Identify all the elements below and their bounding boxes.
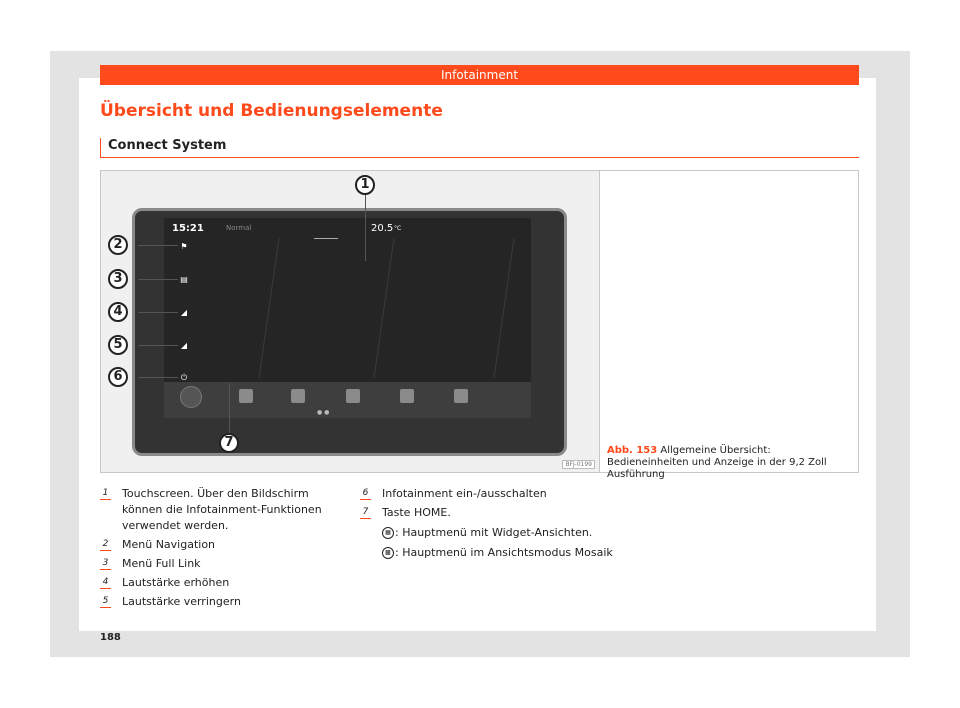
drive-mode-label: Normal [226,224,252,232]
flag-icon: ⚑ [180,242,188,251]
callout-3: 3 [108,269,128,289]
home-mode-mosaic [382,545,620,561]
legend-number: 7 [360,507,371,519]
legend-item [100,537,350,553]
settings-icon [239,389,253,403]
widget-icon: ▦ [382,527,394,539]
touchscreen [164,218,531,418]
legend-number: 2 [100,539,111,551]
page-indicator: ● ● [317,409,330,416]
page-number: 188 [100,632,121,643]
legend-text: Taste HOME. [382,506,451,519]
legend-number: 1 [100,488,111,500]
callout-7: 7 [219,433,239,453]
volume-down-icon: ◢ [180,341,188,350]
fulllink-side-icon: ▤ [180,275,188,284]
legend-left [100,486,350,613]
callout-6: 6 [108,367,128,387]
legend-item [360,486,620,502]
home-mode-text: : Hauptmenü mit Widget-Ansichten. [395,526,593,539]
mosaic-icon: ▩ [382,547,394,559]
section-header: Infotainment [100,65,859,85]
home-mode-widget [382,525,620,541]
home-mode-text: : Hauptmenü im Ansichtsmodus Mosaik [395,546,613,559]
figure-divider [599,171,600,472]
phone-icon [400,389,414,403]
temperature: 20.5 [371,223,394,234]
callout-line-5 [138,345,178,346]
callout-line-7 [229,383,230,433]
legend-text: Lautstärke verringern [122,595,241,608]
legend-text: Touchscreen. Über den Bildschirm können die Infotainment-Funktionen verwendet werden. [122,487,322,532]
callout-1: 1 [355,175,375,195]
legend-number: 5 [100,596,111,608]
callout-2: 2 [108,235,128,255]
clock: 15:21 [172,223,204,234]
temperature-unit: °C [394,225,402,232]
figure-code: BFJ-0199 [562,460,595,469]
callout-4: 4 [108,302,128,322]
legend-number: 3 [100,558,111,570]
infotainment-figure [101,171,599,472]
app-dock [164,382,531,418]
car-icon [291,389,305,403]
callout-line-3 [138,279,178,280]
legend-number: 6 [360,488,371,500]
fulllink-icon [454,389,468,403]
home-icon [180,386,202,408]
subsection-title: Connect System [100,138,859,158]
panel-dividers [164,238,531,402]
legend-right [360,486,620,564]
status-bar [164,218,531,238]
legend-text: Menü Full Link [122,557,201,570]
legend-item [100,594,350,610]
play-icon [346,389,360,403]
power-icon: ⏻ [180,373,188,382]
figure-caption [607,445,855,481]
legend-text: Infotainment ein-/ausschalten [382,487,547,500]
caption-number: Abb. 153 [607,445,658,456]
legend-text: Menü Navigation [122,538,216,551]
callout-5: 5 [108,335,128,355]
callout-line-1 [365,193,366,261]
legend-number: 4 [100,577,111,589]
legend-text: Lautstärke erhöhen [122,576,230,589]
caption-text: Allgemeine Übersicht: Bedieneinheiten und Anzeige in der 9,2 Zoll Ausführung [607,445,827,480]
legend-item [360,505,620,561]
page-title: Übersicht und Bedienungselemente [100,101,443,121]
legend-item [100,575,350,591]
volume-up-icon: ◢ [180,308,188,317]
callout-line-2 [138,245,178,246]
callout-line-4 [138,312,178,313]
legend-item [100,556,350,572]
callout-line-6 [138,377,178,378]
legend-item [100,486,350,534]
